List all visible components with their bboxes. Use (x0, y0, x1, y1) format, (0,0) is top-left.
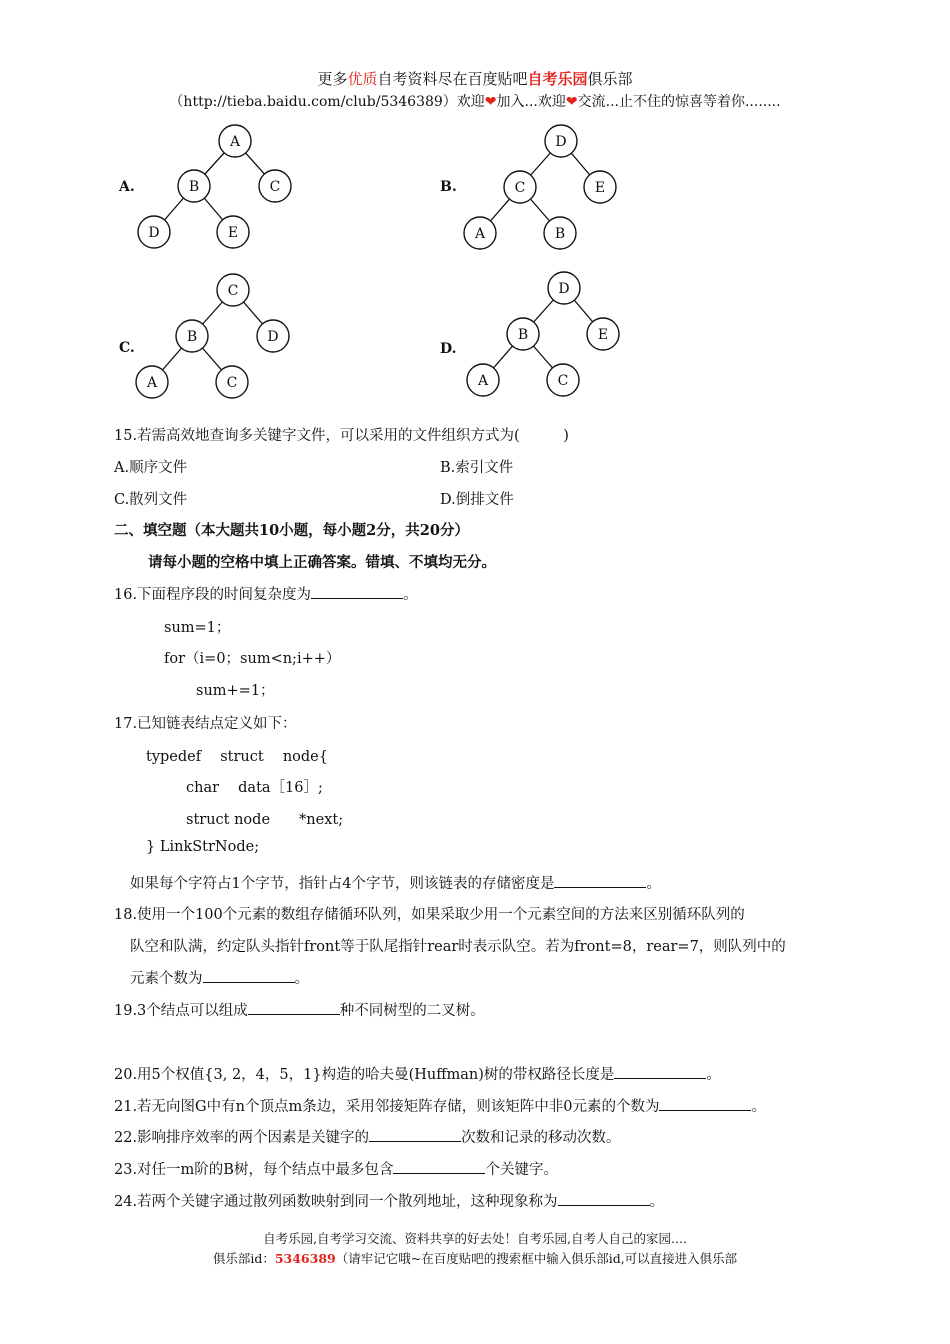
answer-blank[interactable] (311, 584, 403, 599)
svg-text:D: D (148, 225, 160, 241)
q18-line-2: 队空和队满，约定队头指针front等于队尾指针rear时表示队空。若为front=8，rear=7，则队列中的 (130, 939, 786, 955)
answer-blank[interactable] (614, 1064, 706, 1079)
footer-line-1: 自考乐园,自考学习交流、资料共享的好去处！自考乐园,自考人自己的家园.... (263, 1231, 687, 1246)
tree-node (548, 272, 580, 304)
club-id: 5346389 (274, 1251, 336, 1266)
svg-text:B: B (554, 226, 566, 242)
svg-text:A: A (146, 375, 158, 391)
q17-code-line: char data［16］; (186, 780, 323, 796)
option-a-label: A. (119, 179, 135, 195)
answer-blank[interactable] (393, 1159, 485, 1174)
svg-text:C: C (269, 179, 281, 195)
footer-line-2: 俱乐部id：5346389（请牢记它哦~在百度贴吧的搜索框中输入俱乐部id,可以直接进入俱乐部 (212, 1251, 738, 1266)
answer-blank[interactable] (659, 1096, 751, 1111)
q15-option-a: A.顺序文件 (114, 460, 188, 476)
svg-text:B: B (186, 329, 198, 345)
q16-stem: 16.下面程序段的时间复杂度为 。 (114, 583, 418, 604)
section-instructions: 请每小题的空格中填上正确答案。错填、不填均无分。 (148, 554, 496, 571)
svg-text:C: C (514, 180, 526, 196)
svg-text:B: B (188, 179, 200, 195)
header-line-2: （http://tieba.baidu.com/club/5346389）欢迎❤加入...欢迎❤交流...止不住的惊喜等着你........ (169, 94, 781, 110)
club-name: 自考乐园 (527, 70, 588, 88)
svg-text:D: D (558, 281, 570, 297)
answer-blank[interactable] (558, 1191, 650, 1206)
q22-stem: 22.影响排序效率的两个因素是关键字的 次数和记录的移动次数。 (114, 1126, 621, 1147)
option-b-label: B. (440, 179, 457, 195)
q17-stem: 17.已知链表结点定义如下： (114, 716, 297, 732)
svg-text:C: C (227, 283, 239, 299)
answer-blank[interactable] (203, 968, 295, 983)
option-d-label: D. (440, 341, 457, 357)
svg-text:A: A (477, 373, 489, 389)
option-c-label: C. (119, 340, 135, 356)
club-link[interactable]: （http://tieba.baidu.com/club/5346389）欢迎 (169, 94, 485, 110)
svg-text:D: D (555, 134, 567, 150)
header-line-1: 更多优质自考资料尽在百度贴吧自考乐园俱乐部 (317, 70, 633, 88)
q24-stem: 24.若两个关键字通过散列函数映射到同一个散列地址，这种现象称为 。 (114, 1190, 664, 1211)
answer-blank[interactable] (248, 1000, 340, 1015)
q15-option-c: C.散列文件 (114, 492, 188, 508)
q15-stem: 15.若需高效地查询多关键字文件，可以采用的文件组织方式为( ) (114, 428, 569, 444)
svg-text:E: E (227, 225, 239, 241)
q18-line-1: 18.使用一个100个元素的数组存储循环队列，如果采取少用一个元素空间的方法来区别循环队列的 (114, 907, 745, 923)
q16-code-line: sum=1； (164, 620, 231, 636)
svg-text:C: C (557, 373, 569, 389)
q15-option-d: D.倒排文件 (440, 492, 514, 508)
svg-text:B: B (517, 327, 529, 343)
svg-text:E: E (597, 327, 609, 343)
answer-blank[interactable] (369, 1127, 461, 1142)
svg-text:D: D (267, 329, 279, 345)
q16-code-line: for（i=0；sum<n;i++） (164, 651, 341, 667)
q20-stem: 20.用5个权值{3, 2，4，5，1}构造的哈夫曼(Huffman)树的带权路径长度是 。 (114, 1063, 721, 1084)
heart-icon: ❤ (565, 94, 578, 110)
q15-option-b: B.索引文件 (440, 460, 514, 476)
tree-node (547, 364, 579, 396)
tree-node (507, 318, 539, 350)
section-title: 二、填空题（本大题共10小题，每小题2分，共20分） (114, 522, 469, 539)
q23-stem: 23.对任一m阶的B树，每个结点中最多包含 个关键字。 (114, 1158, 558, 1179)
q18-line-3: 元素个数为 。 (130, 967, 309, 988)
svg-text:A: A (229, 134, 241, 150)
q17-code-line: } LinkStrNode; (146, 839, 260, 855)
q17-question: 如果每个字符占1个字节，指针占4个字节，则该链表的存储密度是 。 (130, 872, 661, 893)
q21-stem: 21.若无向图G中有n个顶点m条边，采用邻接矩阵存储，则该矩阵中非0元素的个数为 。 (114, 1095, 766, 1116)
svg-text:E: E (594, 180, 606, 196)
tree-node (587, 318, 619, 350)
svg-text:A: A (474, 226, 486, 242)
q19-stem: 19.3个结点可以组成 种不同树型的二叉树。 (114, 999, 485, 1020)
q17-code-line: typedef struct node{ (146, 749, 328, 765)
q17-code-line: struct node *next; (186, 812, 344, 828)
svg-text:C: C (226, 375, 238, 391)
answer-blank[interactable] (554, 873, 646, 888)
q16-code-line: sum+=1； (196, 683, 275, 699)
tree-node (467, 364, 499, 396)
heart-icon: ❤ (484, 94, 497, 110)
